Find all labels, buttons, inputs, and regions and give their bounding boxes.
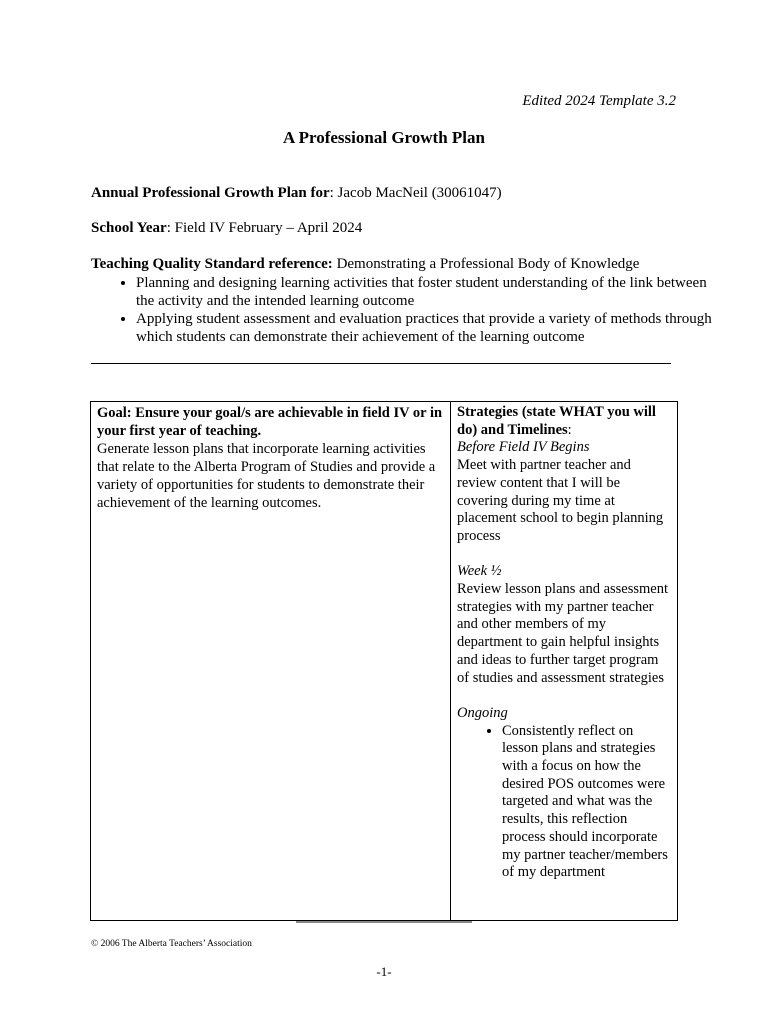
ongoing-label: Ongoing xyxy=(457,704,508,721)
standards-list xyxy=(91,274,721,346)
strategies-heading-colon: : xyxy=(567,421,572,438)
section-divider xyxy=(91,363,671,364)
footer-divider xyxy=(296,921,472,923)
tqs-reference-field xyxy=(91,256,639,273)
strategies-heading: Strategies (state WHAT you will do) and Timelines xyxy=(457,404,656,438)
goal-heading: Goal: Ensure your goal/s are achievable in field IV or in your first year of teaching. xyxy=(97,405,443,439)
page-title: A Professional Growth Plan xyxy=(283,128,485,147)
strategies-heading-line xyxy=(457,404,671,439)
tqs-label: Teaching Quality Standard reference: xyxy=(91,256,333,272)
school-year-field xyxy=(91,220,362,237)
standard-item: • Applying student assessment and evaluation practices that provide a variety of methods through which students can demonstrate their achievement of the learning outcome xyxy=(136,310,721,346)
page-number: -1- xyxy=(376,964,392,979)
strategies-column xyxy=(451,402,677,920)
standard-item: • Planning and designing learning activities that foster student understanding of the link between the activity and the intended learning outcome xyxy=(136,274,721,310)
copyright-notice: © 2006 The Alberta Teachers’ Association xyxy=(91,939,252,949)
tqs-value: Demonstrating a Professional Body of Knowledge xyxy=(332,256,640,272)
week-text: Review lesson plans and assessment strategies with my partner teacher and other members of my department to gain helpful insights and ideas to further target program of studies and assessment strategies xyxy=(457,581,669,686)
before-field-label: Before Field IV Begins xyxy=(457,439,590,456)
ongoing-item: • Consistently reflect on lesson plans and strategies with a focus on how the desired POS outcomes were targeted and what was the results, this reflection process should incorporate my partner teacher/members of my department xyxy=(502,723,671,882)
goal-column xyxy=(91,402,451,920)
plan-for-field xyxy=(91,185,502,202)
school-year-label: School Year xyxy=(91,220,167,236)
before-field-text: Meet with partner teacher and review content that I will be covering during my time at placement school to begin planning process xyxy=(457,457,664,544)
ongoing-list xyxy=(457,723,671,882)
week-label: Week ½ xyxy=(457,563,502,580)
goal-text: Generate lesson plans that incorporate learning activities that relate to the Alberta Program of Studies and provide a variety of opportunities for students to demonstrate their achievement of the learning outcomes. xyxy=(97,441,436,511)
plan-for-value: : Jacob MacNeil (30061047) xyxy=(329,185,502,201)
school-year-value: : Field IV February – April 2024 xyxy=(166,220,363,236)
template-version-note: Edited 2024 Template 3.2 xyxy=(522,93,676,109)
plan-for-label: Annual Professional Growth Plan for xyxy=(91,185,330,201)
growth-plan-table xyxy=(90,401,678,921)
